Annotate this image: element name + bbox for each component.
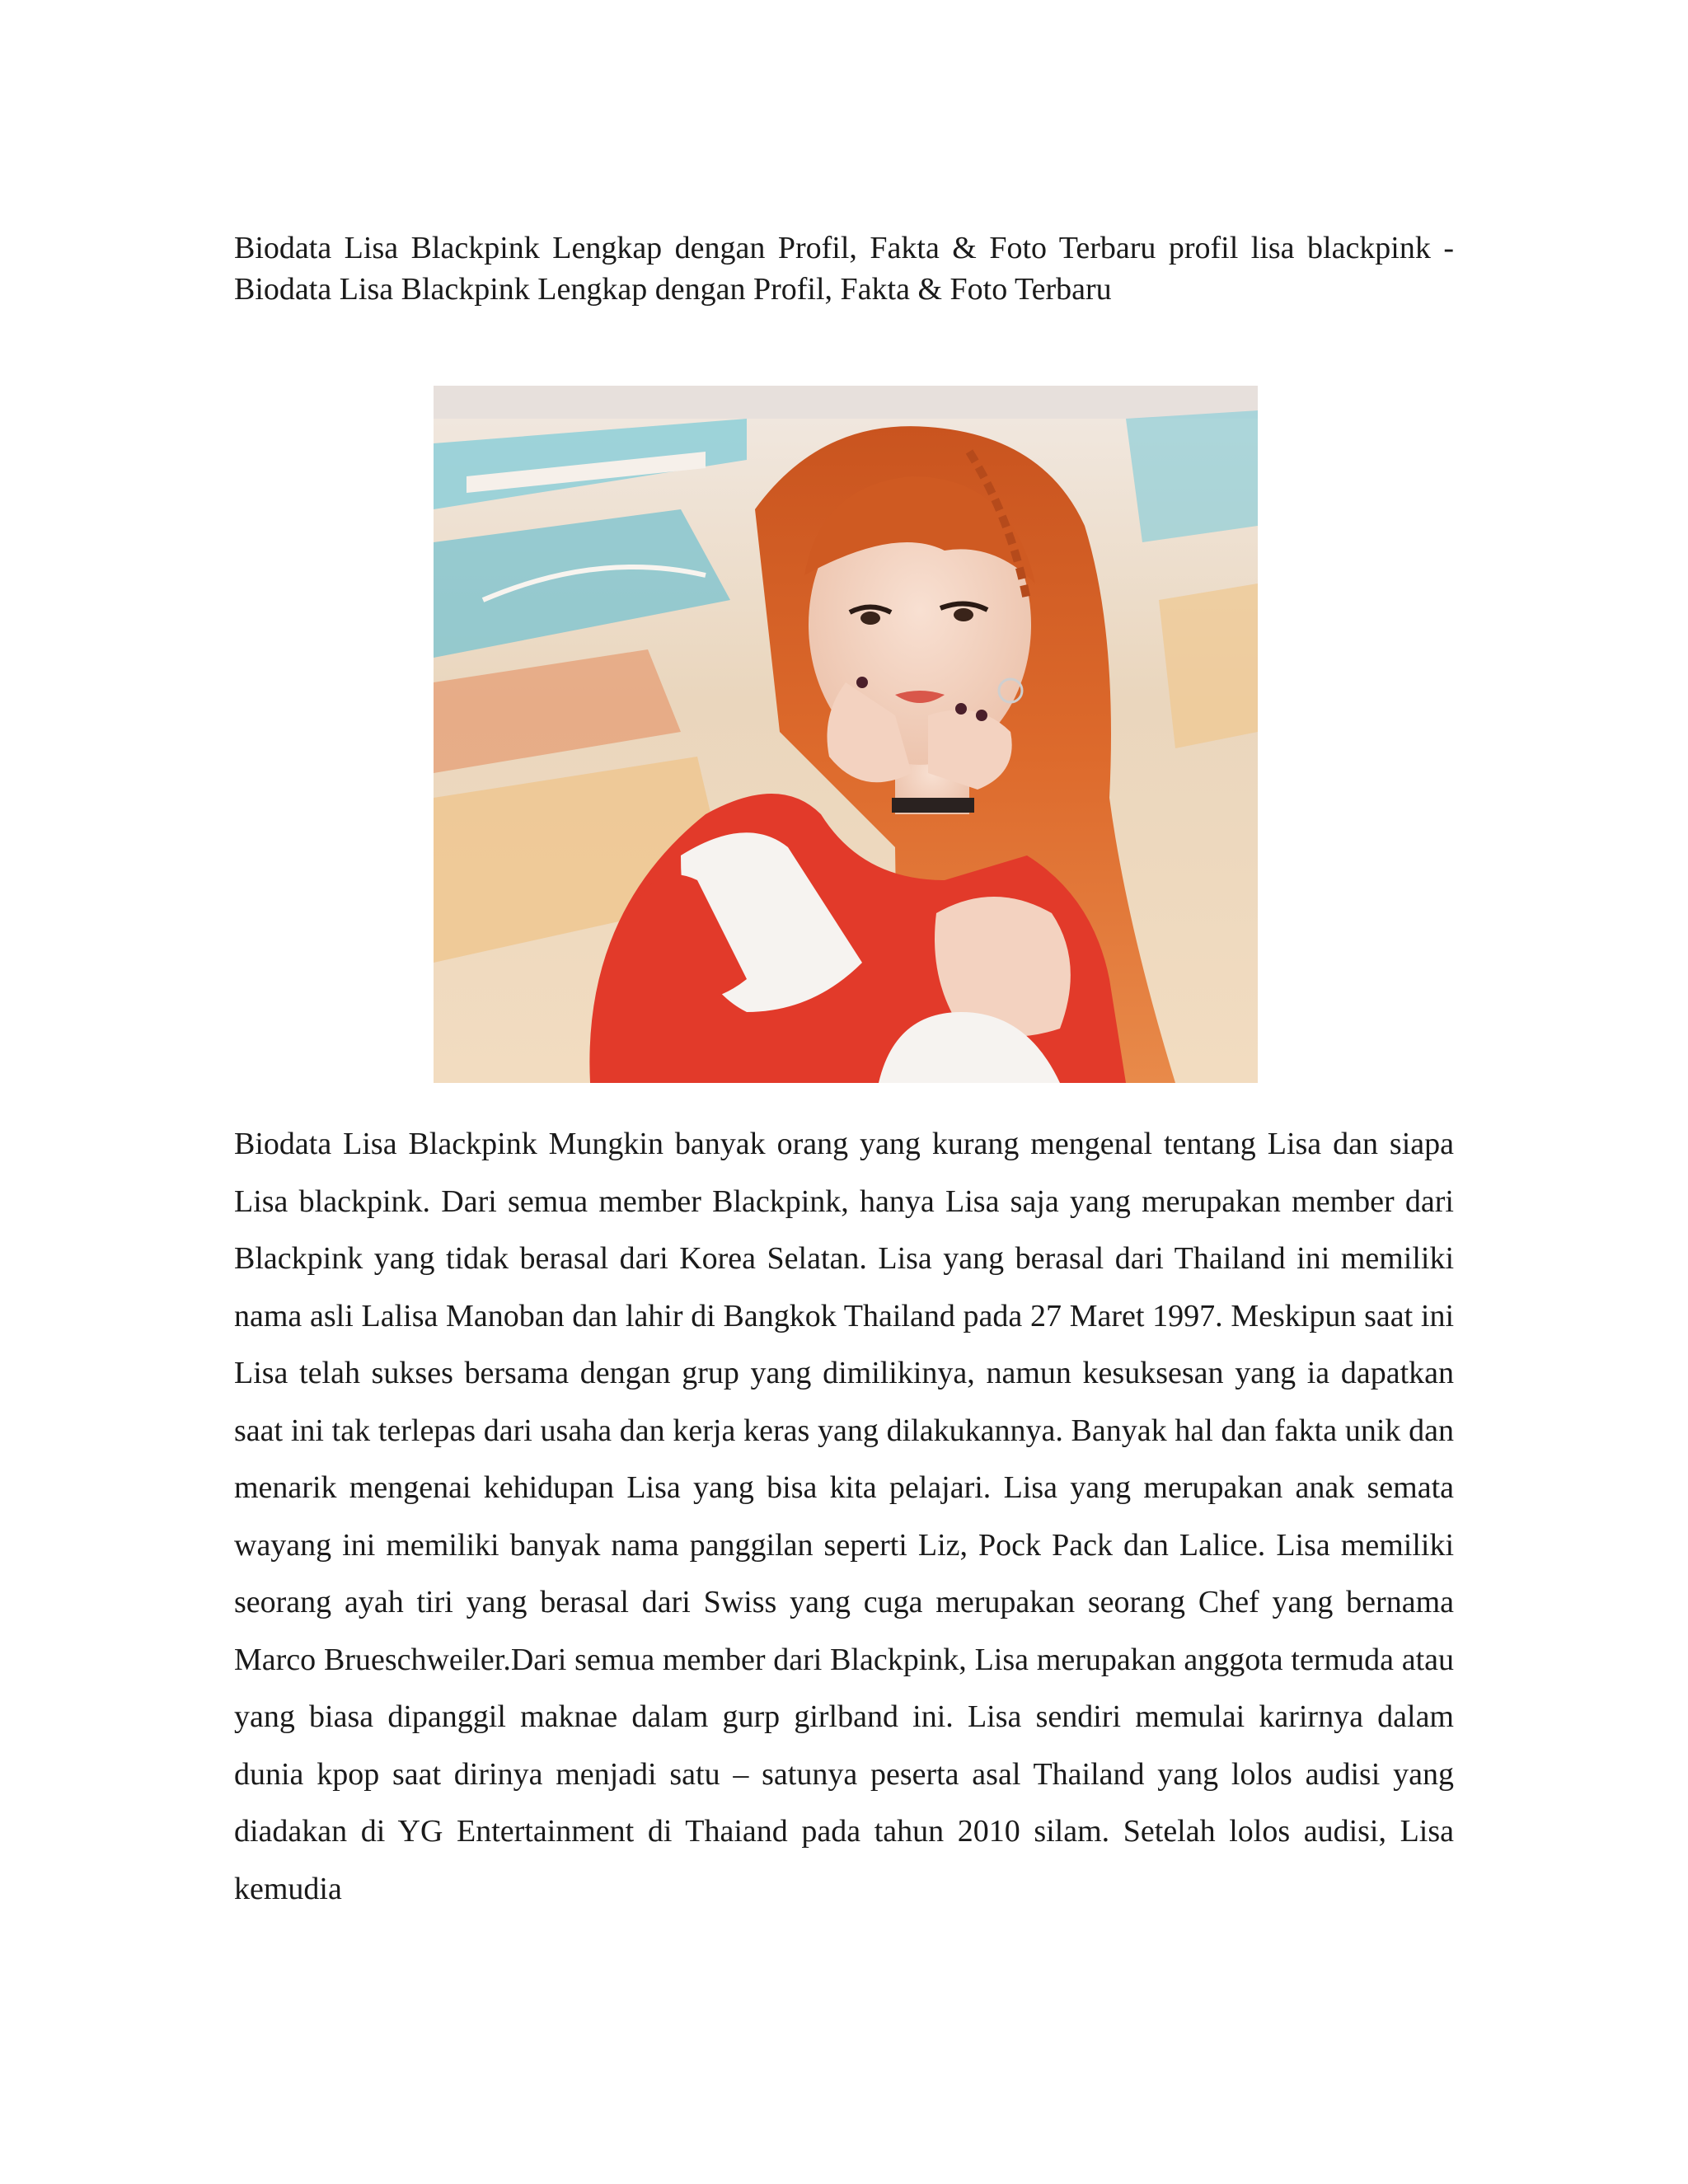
portrait-photo — [434, 386, 1258, 1083]
document-title: Biodata Lisa Blackpink Lengkap dengan Profil, Fakta & Foto Terbaru profil lisa blackpink - Biodata Lisa Blackpink Lengkap dengan Profil, Fakta & Foto Terbaru — [234, 231, 1454, 307]
document-body: Biodata Lisa Blackpink Mungkin banyak orang yang kurang mengenal tentang Lisa dan siapa Lisa blackpink. Dari semua member Blackpink, hanya Lisa saja yang merupakan member dari Blackpink yang tidak berasal dari Korea Selatan. Lisa yang berasal dari Thailand ini memiliki nama asli Lalisa Manoban dan lahir di Bangkok Thailand pada 27 Maret 1997. Meskipun saat ini Lisa telah sukses bersama dengan grup yang dimilikinya, namun kesuksesan yang ia dapatkan saat ini tak terlepas dari usaha dan kerja keras yang dilakukannya. Banyak hal dan fakta unik dan menarik mengenai kehidupan Lisa yang bisa kita pelajari. Lisa yang merupakan anak semata wayang ini memiliki banyak nama panggilan seperti Liz, Pock Pack dan Lalice. Lisa memiliki seorang ayah tiri yang berasal dari Swiss yang cuga merupakan seorang Chef yang bernama Marco Brueschweiler.Dari semua member dari Blackpink, Lisa merupakan anggota termuda atau yang biasa dipanggil maknae dalam gurp girlband ini. Lisa sendiri memulai karirnya dalam dunia kpop saat dirinya menjadi satu – satunya peserta asal Thailand yang lolos audisi yang diadakan di YG Entertainment di Thaiand pada tahun 2010 silam. Setelah lolos audisi, Lisa kemudia — [234, 1127, 1454, 1906]
